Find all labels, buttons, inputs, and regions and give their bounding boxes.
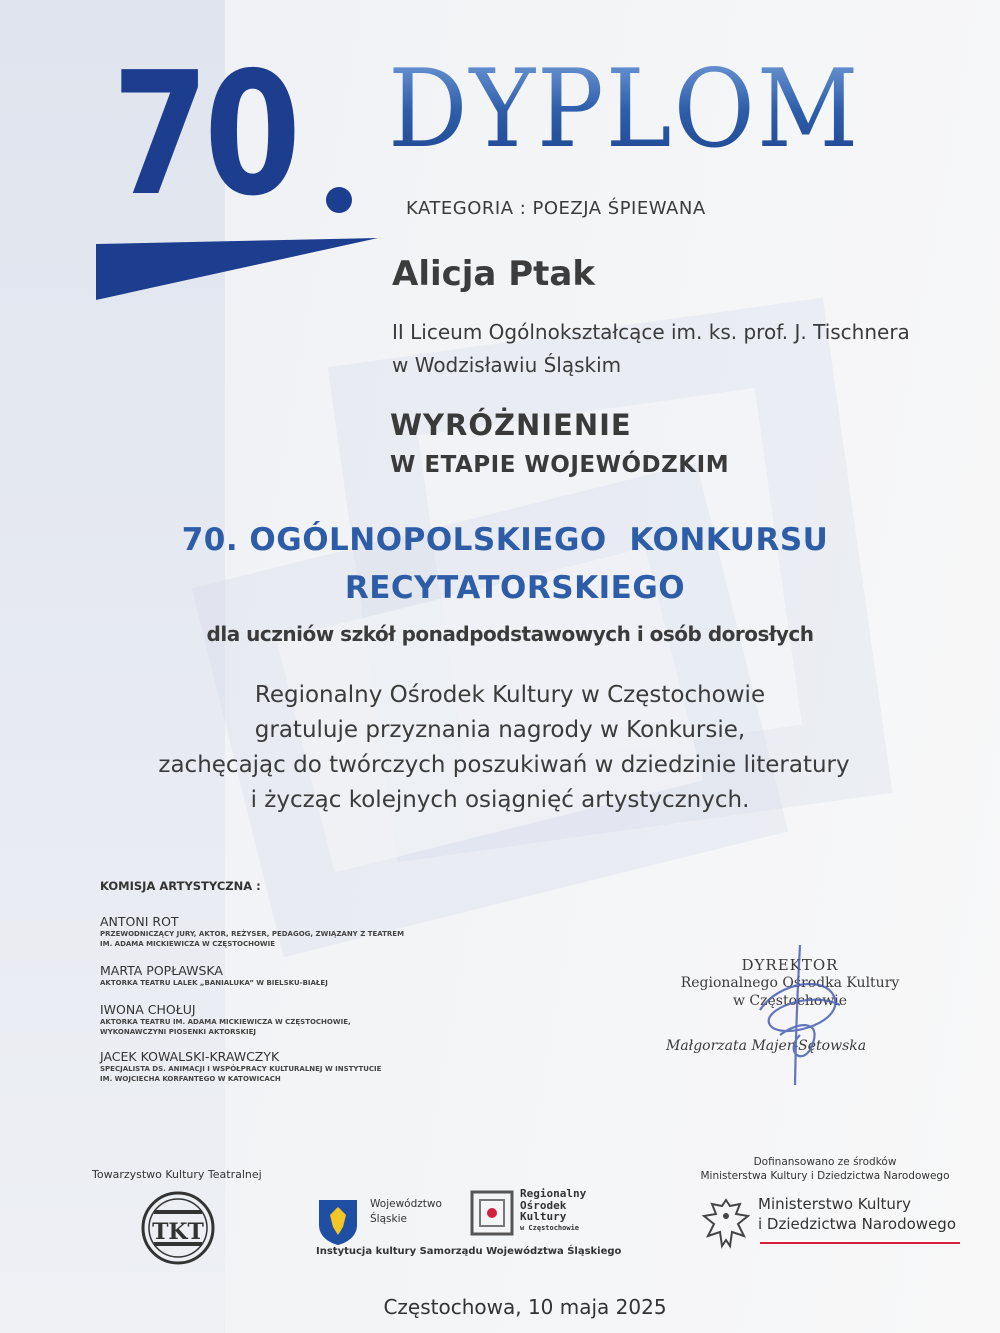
voivodeship-line: Śląskie	[370, 1213, 407, 1225]
congratulations-line: Regionalny Ośrodek Kultury w Częstochowie	[254, 682, 766, 708]
voivodeship-line: Województwo	[370, 1198, 442, 1210]
funding-line: Dofinansowano ze środków	[753, 1156, 897, 1168]
contest-audience: dla uczniów szkół ponadpodstawowych i osób dorosłych	[206, 622, 814, 646]
award-stage: W ETAPIE WOJEWÓDZKIM	[390, 452, 730, 478]
congratulations-line: gratuluje przyznania nagrody w Konkursie,	[254, 717, 746, 743]
member-desc: IM. ADAMA MICKIEWICZA W CZĘSTOCHOWIE	[100, 940, 276, 948]
commission-title: KOMISJA ARTYSTYCZNA :	[100, 879, 261, 893]
member-desc: PRZEWODNICZĄCY JURY, AKTOR, REŻYSER, PEDAGOG, ZWIĄZANY Z TEATREM	[100, 930, 405, 938]
rok-text	[520, 1188, 586, 1234]
contest-name-line: RECYTATORSKIEGO	[344, 570, 686, 606]
tkt-label: Towarzystwo Kultury Teatralnej	[92, 1168, 262, 1181]
member-name: JACEK KOWALSKI-KRAWCZYK	[100, 1049, 280, 1064]
member-desc: SPECJALISTA DS. ANIMACJI I WSPÓŁPRACY KULTURALNEJ W INSTYTUCIE	[100, 1065, 382, 1073]
institution-label: Instytucja kultury Samorządu Województwa Śląskiego	[316, 1246, 622, 1257]
recipient-name: Alicja Ptak	[392, 254, 595, 294]
ministry-line: i Dziedzictwa Narodowego	[758, 1215, 956, 1233]
rok-line: Ośrodek	[520, 1198, 567, 1212]
director-org: w Częstochowie	[732, 993, 848, 1009]
member-name: ANTONI ROT	[100, 914, 179, 929]
member-desc: IM. WOJCIECHA KORFANTEGO W KATOWICACH	[100, 1075, 281, 1083]
ministry-name	[758, 1194, 956, 1234]
funding-line: Ministerstwa Kultury i Dziedzictwa Narodowego	[700, 1170, 950, 1182]
voivodeship-text	[370, 1197, 442, 1227]
congratulations-text	[0, 678, 1000, 818]
commission-member	[100, 914, 404, 949]
edition-number: 70	[112, 36, 297, 234]
rok-logo-icon	[470, 1190, 514, 1236]
award-title: WYRÓŻNIENIE	[390, 408, 632, 442]
signature-scribble	[740, 940, 860, 1090]
svg-text:TKT: TKT	[152, 1219, 204, 1245]
ministry-line: Ministerstwo Kultury	[758, 1195, 911, 1213]
silesia-crest-icon	[316, 1197, 360, 1247]
member-desc: AKTORKA TEATRU IM. ADAMA MICKIEWICZA W CZĘSTOCHOWIE,	[100, 1018, 351, 1026]
director-name: Małgorzata Majer-Sętowska	[666, 1038, 867, 1054]
blue-triangle-decoration	[96, 238, 378, 300]
director-title: DYREKTOR	[741, 956, 839, 974]
congratulations-line: zachęcając do twórczych poszukiwań w dziedzinie literatury	[158, 752, 850, 778]
commission-member	[100, 963, 328, 988]
tkt-logo	[140, 1190, 216, 1266]
recipient-school	[392, 316, 910, 382]
member-desc: AKTORKA TEATRU LALEK „BANIALUKA” W BIELSKU-BIAŁEJ	[100, 979, 328, 987]
edition-number-dot	[326, 187, 352, 213]
member-desc: WYKONAWCZYNI PIOSENKI AKTORSKIEJ	[100, 1028, 256, 1036]
school-line: w Wodzisławiu Śląskim	[392, 353, 622, 377]
rok-line: w Częstochowie	[520, 1223, 580, 1232]
commission-member	[100, 1002, 351, 1037]
funding-note	[680, 1155, 970, 1183]
place-and-date: Częstochowa, 10 maja 2025	[383, 1295, 667, 1319]
contest-name-line: 70. OGÓLNOPOLSKIEGO KONKURSU	[181, 522, 829, 558]
member-name: IWONA CHOŁUJ	[100, 1002, 196, 1017]
congratulations-line: i życząc kolejnych osiągnięć artystycznych.	[250, 787, 750, 813]
rok-line: Kultury	[520, 1210, 567, 1223]
category-label: KATEGORIA : POEZJA ŚPIEWANA	[406, 198, 706, 219]
ministry-flag-bar	[760, 1240, 960, 1244]
diploma-title: DYPLOM	[388, 47, 861, 172]
member-name: MARTA POPŁAWSKA	[100, 963, 223, 978]
commission-member	[100, 1049, 381, 1084]
rok-line: Regionalny	[520, 1187, 587, 1200]
director-org: Regionalnego Ośrodka Kultury	[680, 975, 900, 991]
school-line: II Liceum Ogólnokształcące im. ks. prof. J. Tischnera	[392, 320, 910, 344]
polish-eagle-icon	[700, 1196, 752, 1252]
